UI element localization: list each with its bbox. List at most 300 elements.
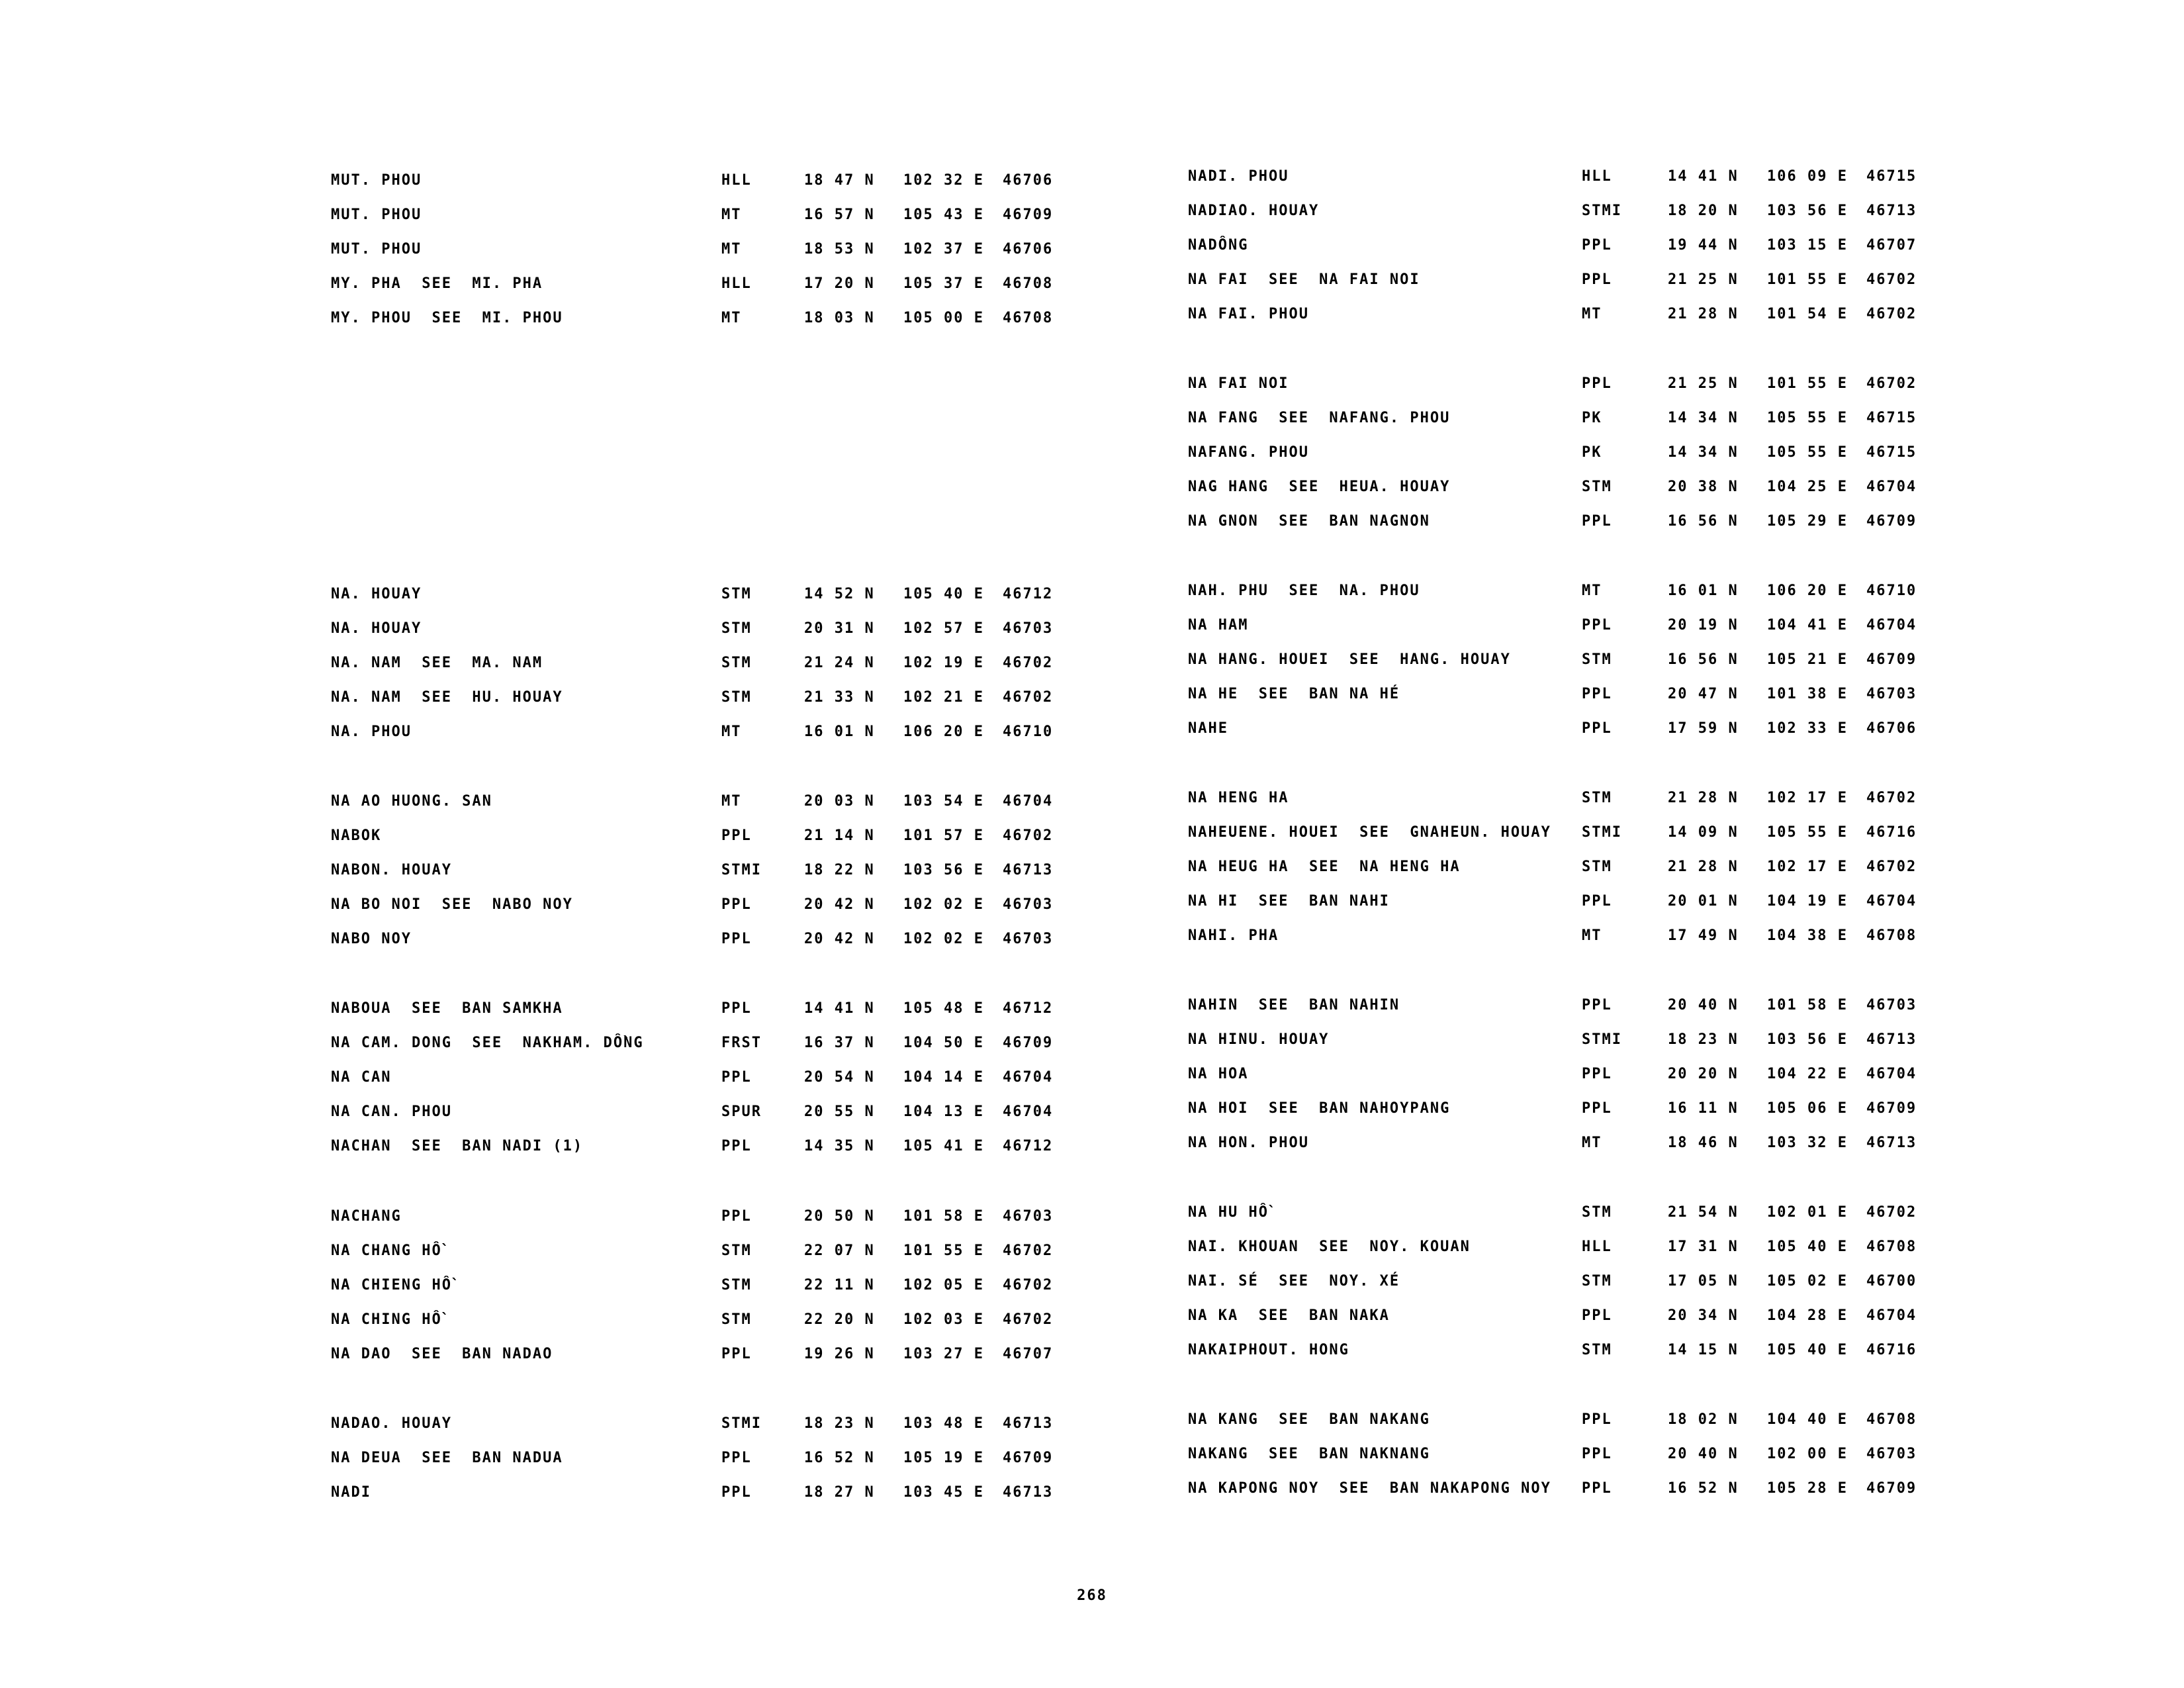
sheet-number: 46713 [1866,1135,1917,1151]
longitude: 102 17 E [1767,859,1848,875]
sheet-number: 46708 [1866,927,1917,944]
gazetteer-entry [0,1276,1054,1302]
latitude: 16 01 N [1668,583,1739,599]
feature-code: STM [721,620,752,637]
longitude: 104 38 E [1767,927,1848,944]
latitude: 22 07 N [804,1243,875,1259]
feature-code: PK [1582,410,1602,426]
feature-code: MT [721,793,742,810]
gazetteer-entry [860,926,1917,953]
longitude: 103 32 E [1767,1135,1848,1151]
gazetteer-entry [0,792,1054,818]
feature-code: STM [1582,790,1612,806]
gazetteer-entry [0,861,1054,887]
longitude: 102 32 E [903,172,984,189]
sheet-number: 46706 [1003,241,1054,258]
longitude: 103 56 E [903,862,984,878]
longitude: 104 40 E [1767,1411,1848,1428]
latitude: 21 24 N [804,655,875,671]
gazetteer-entry [0,1483,1054,1509]
longitude: 105 06 E [1767,1100,1848,1117]
left-column [0,0,1054,1589]
sheet-number: 46715 [1866,410,1917,426]
sheet-number: 46709 [1866,513,1917,530]
latitude: 20 38 N [1668,479,1739,495]
latitude: 22 20 N [804,1311,875,1328]
place-name: NAHIN SEE BAN NAHIN [1188,997,1400,1013]
latitude: 20 42 N [804,931,875,947]
sheet-number: 46709 [1003,207,1054,223]
gazetteer-entry [0,619,1054,645]
latitude: 18 23 N [1668,1031,1739,1048]
gazetteer-entry [0,274,1054,301]
latitude: 20 47 N [1668,686,1739,702]
latitude: 20 31 N [804,620,875,637]
latitude: 16 52 N [804,1450,875,1466]
place-name: NA CAN. PHOU [331,1103,452,1120]
latitude: 14 15 N [1668,1342,1739,1358]
gazetteer-entry [0,653,1054,680]
place-name: NA HINU. HOUAY [1188,1031,1330,1048]
gazetteer-entry [860,1030,1917,1056]
place-name: NAH. PHU SEE NA. PHOU [1188,583,1420,599]
place-name: NA HI SEE BAN NAHI [1188,893,1390,910]
longitude: 105 55 E [1767,444,1848,461]
place-name: NABON. HOUAY [331,862,452,878]
longitude: 101 55 E [1767,271,1848,288]
longitude: 103 54 E [903,793,984,810]
latitude: 16 11 N [1668,1100,1739,1117]
latitude: 18 02 N [1668,1411,1739,1428]
latitude: 17 49 N [1668,927,1739,944]
feature-code: HLL [1582,1239,1612,1255]
place-name: NA CHIENG HỒ [331,1277,452,1293]
sheet-number: 46704 [1866,617,1917,633]
sheet-number: 46708 [1003,275,1054,292]
place-name: NABOK [331,827,382,844]
feature-code: STMI [721,1415,762,1432]
sheet-number: 46710 [1003,724,1054,740]
sheet-number: 46702 [1866,375,1917,392]
gazetteer-entry [860,1237,1917,1264]
longitude: 104 50 E [903,1035,984,1051]
longitude: 105 37 E [903,275,984,292]
place-name: MY. PHOU SEE MI. PHOU [331,310,563,326]
sheet-number: 46702 [1866,790,1917,806]
latitude: 17 20 N [804,275,875,292]
feature-code: MT [721,724,742,740]
place-name: NA. HOUAY [331,620,422,637]
gazetteer-entry [860,167,1917,193]
sheet-number: 46704 [1866,1307,1917,1324]
gazetteer-entry [860,996,1917,1022]
gazetteer-entry [860,201,1917,228]
latitude: 16 56 N [1668,513,1739,530]
place-name: NA HAM [1188,617,1249,633]
latitude: 14 34 N [1668,410,1739,426]
place-name: NABO NOY [331,931,412,947]
place-name: NA KANG SEE BAN NAKANG [1188,1411,1430,1428]
feature-code: PPL [1582,1100,1612,1117]
sheet-number: 46704 [1866,479,1917,495]
sheet-number: 46712 [1003,1138,1054,1154]
gazetteer-entry [860,823,1917,849]
latitude: 20 01 N [1668,893,1739,910]
sheet-number: 46704 [1003,1103,1054,1120]
gazetteer-entry [860,443,1917,469]
feature-code: STM [721,1311,752,1328]
place-name: NA HANG. HOUEI SEE HANG. HOUAY [1188,651,1511,668]
sheet-number: 46706 [1866,720,1917,737]
place-name: NAKANG SEE BAN NAKNANG [1188,1446,1430,1462]
latitude: 20 20 N [1668,1066,1739,1082]
longitude: 105 40 E [1767,1239,1848,1255]
place-name: NA FANG SEE NAFANG. PHOU [1188,410,1451,426]
longitude: 104 25 E [1767,479,1848,495]
longitude: 103 56 E [1767,1031,1848,1048]
place-name: NADAO. HOUAY [331,1415,452,1432]
feature-code: PPL [721,1138,752,1154]
latitude: 16 52 N [1668,1480,1739,1497]
feature-code: PPL [721,1069,752,1086]
place-name: NA CHING HỒ [331,1311,442,1328]
feature-code: PPL [1582,513,1612,530]
gazetteer-entry [0,1207,1054,1233]
feature-code: MT [1582,583,1602,599]
latitude: 14 52 N [804,586,875,602]
place-name: NA DAO SEE BAN NADAO [331,1346,553,1362]
longitude: 102 17 E [1767,790,1848,806]
place-name: NACHAN SEE BAN NADI (1) [331,1138,584,1154]
gazetteer-entry [860,305,1917,331]
right-column [860,0,1917,1589]
longitude: 101 38 E [1767,686,1848,702]
feature-code: HLL [721,172,752,189]
sheet-number: 46702 [1866,306,1917,322]
latitude: 14 35 N [804,1138,875,1154]
latitude: 20 34 N [1668,1307,1739,1324]
latitude: 22 11 N [804,1277,875,1293]
place-name: NAFANG. PHOU [1188,444,1309,461]
latitude: 14 34 N [1668,444,1739,461]
place-name: MUT. PHOU [331,207,422,223]
feature-code: PK [1582,444,1602,461]
place-name: MUT. PHOU [331,172,422,189]
gazetteer-entry [0,1448,1054,1475]
sheet-number: 46715 [1866,444,1917,461]
longitude: 105 21 E [1767,651,1848,668]
latitude: 18 03 N [804,310,875,326]
gazetteer-entry [860,1099,1917,1125]
longitude: 104 22 E [1767,1066,1848,1082]
place-name: NAHEUENE. HOUEI SEE GNAHEUN. HOUAY [1188,824,1551,841]
feature-code: PPL [721,1208,752,1225]
longitude: 103 45 E [903,1484,984,1501]
longitude: 104 14 E [903,1069,984,1086]
gazetteer-entry [0,171,1054,197]
latitude: 14 41 N [1668,168,1739,185]
latitude: 18 22 N [804,862,875,878]
sheet-number: 46709 [1866,651,1917,668]
sheet-number: 46715 [1866,168,1917,185]
place-name: NA HOA [1188,1066,1249,1082]
sheet-number: 46709 [1003,1035,1054,1051]
longitude: 102 37 E [903,241,984,258]
latitude: 18 53 N [804,241,875,258]
gazetteer-entry [0,688,1054,714]
place-name: NAHI. PHA [1188,927,1279,944]
latitude: 20 54 N [804,1069,875,1086]
place-name: NA FAI NOI [1188,375,1289,392]
latitude: 20 19 N [1668,617,1739,633]
longitude: 104 28 E [1767,1307,1848,1324]
latitude: 21 33 N [804,689,875,706]
feature-code: PPL [1582,1066,1612,1082]
place-name: NA. NAM SEE HU. HOUAY [331,689,563,706]
gazetteer-entry [860,581,1917,608]
longitude: 105 55 E [1767,824,1848,841]
longitude: 102 02 E [903,931,984,947]
gazetteer-entry [0,1068,1054,1094]
feature-code: PPL [1582,1480,1612,1497]
longitude: 104 41 E [1767,617,1848,633]
sheet-number: 46708 [1003,310,1054,326]
page-number: 268 [1077,1587,1107,1604]
place-name: NA HENG HA [1188,790,1289,806]
latitude: 20 40 N [1668,997,1739,1013]
feature-code: STM [1582,651,1612,668]
sheet-number: 46708 [1866,1411,1917,1428]
longitude: 105 55 E [1767,410,1848,426]
place-name: NA CAM. DONG SEE NAKHAM. DỒNG [331,1035,644,1051]
latitude: 17 59 N [1668,720,1739,737]
sheet-number: 46700 [1866,1273,1917,1289]
longitude: 104 13 E [903,1103,984,1120]
longitude: 105 00 E [903,310,984,326]
sheet-number: 46703 [1003,896,1054,913]
latitude: 21 28 N [1668,306,1739,322]
latitude: 14 41 N [804,1000,875,1017]
longitude: 101 58 E [903,1208,984,1225]
place-name: NA HOI SEE BAN NAHOYPANG [1188,1100,1451,1117]
sheet-number: 46712 [1003,586,1054,602]
feature-code: STMI [1582,203,1622,219]
sheet-number: 46702 [1003,1277,1054,1293]
place-name: NAI. SÉ SEE NOY. XÉ [1188,1273,1400,1289]
sheet-number: 46713 [1003,1415,1054,1432]
gazetteer-entry [860,477,1917,504]
latitude: 20 40 N [1668,1446,1739,1462]
longitude: 106 20 E [903,724,984,740]
latitude: 18 46 N [1668,1135,1739,1151]
place-name: NA. PHOU [331,724,412,740]
place-name: NA FAI SEE NA FAI NOI [1188,271,1420,288]
latitude: 21 28 N [1668,859,1739,875]
feature-code: PPL [1582,1446,1612,1462]
gazetteer-entry [860,1479,1917,1505]
place-name: NA HU HỒ [1188,1204,1269,1221]
feature-code: HLL [721,275,752,292]
feature-code: PPL [1582,271,1612,288]
latitude: 20 50 N [804,1208,875,1225]
longitude: 106 09 E [1767,168,1848,185]
latitude: 21 28 N [1668,790,1739,806]
sheet-number: 46704 [1003,1069,1054,1086]
place-name: NAKAIPHOUT. HONG [1188,1342,1349,1358]
gazetteer-entry [0,895,1054,921]
longitude: 103 27 E [903,1346,984,1362]
sheet-number: 46703 [1866,1446,1917,1462]
place-name: NAI. KHOUAN SEE NOY. KOUAN [1188,1239,1471,1255]
place-name: NA HON. PHOU [1188,1135,1309,1151]
sheet-number: 46702 [1003,1243,1054,1259]
feature-code: MT [1582,1135,1602,1151]
place-name: NA HEUG HA SEE NA HENG HA [1188,859,1461,875]
gazetteer-entry [860,512,1917,538]
feature-code: MT [721,241,742,258]
gazetteer-entry [0,1241,1054,1268]
place-name: NA. NAM SEE MA. NAM [331,655,543,671]
sheet-number: 46713 [1003,862,1054,878]
sheet-number: 46710 [1866,583,1917,599]
feature-code: STM [1582,479,1612,495]
sheet-number: 46702 [1866,859,1917,875]
latitude: 21 54 N [1668,1204,1739,1221]
place-name: NA GNON SEE BAN NAGNON [1188,513,1430,530]
gazetteer-entry [0,722,1054,749]
sheet-number: 46703 [1003,931,1054,947]
feature-code: STM [721,655,752,671]
gazetteer-entry [860,857,1917,884]
gazetteer-entry [860,1272,1917,1298]
feature-code: PPL [721,1450,752,1466]
longitude: 101 54 E [1767,306,1848,322]
place-name: NA DEUA SEE BAN NADUA [331,1450,563,1466]
place-name: NADÔNG [1188,237,1249,254]
latitude: 16 57 N [804,207,875,223]
gazetteer-entry [860,270,1917,297]
longitude: 102 00 E [1767,1446,1848,1462]
place-name: NA. HOUAY [331,586,422,602]
gazetteer-entry [0,1102,1054,1129]
latitude: 21 14 N [804,827,875,844]
latitude: 20 55 N [804,1103,875,1120]
sheet-number: 46702 [1866,1204,1917,1221]
feature-code: MT [1582,306,1602,322]
gazetteer-entry [0,1310,1054,1336]
feature-code: PPL [1582,237,1612,254]
sheet-number: 46713 [1866,203,1917,219]
gazetteer-entry [860,650,1917,677]
sheet-number: 46712 [1003,1000,1054,1017]
longitude: 105 29 E [1767,513,1848,530]
longitude: 102 57 E [903,620,984,637]
sheet-number: 46709 [1866,1100,1917,1117]
sheet-number: 46704 [1866,1066,1917,1082]
gazetteer-entry [0,205,1054,232]
gazetteer-entry [860,1133,1917,1160]
gazetteer-entry [860,408,1917,435]
gazetteer-entry [860,1444,1917,1471]
longitude: 103 15 E [1767,237,1848,254]
longitude: 105 40 E [1767,1342,1848,1358]
latitude: 18 47 N [804,172,875,189]
latitude: 17 31 N [1668,1239,1739,1255]
longitude: 105 28 E [1767,1480,1848,1497]
gazetteer-entry [860,236,1917,262]
longitude: 102 05 E [903,1277,984,1293]
gazetteer-entry [860,684,1917,711]
latitude: 18 27 N [804,1484,875,1501]
latitude: 20 42 N [804,896,875,913]
latitude: 20 03 N [804,793,875,810]
place-name: NA CAN [331,1069,392,1086]
sheet-number: 46703 [1003,1208,1054,1225]
feature-code: PPL [721,896,752,913]
gazetteer-entry [860,616,1917,642]
place-name: NA BO NOI SEE NABO NOY [331,896,573,913]
gazetteer-entry [860,1340,1917,1367]
sheet-number: 46708 [1866,1239,1917,1255]
latitude: 16 37 N [804,1035,875,1051]
longitude: 102 19 E [903,655,984,671]
longitude: 103 48 E [903,1415,984,1432]
gazetteer-entry [0,585,1054,611]
gazetteer-entry [860,719,1917,745]
feature-code: STM [721,1243,752,1259]
place-name: NA KAPONG NOY SEE BAN NAKAPONG NOY [1188,1480,1551,1497]
place-name: NADI. PHOU [1188,168,1289,185]
sheet-number: 46703 [1003,620,1054,637]
gazetteer-entry [860,1203,1917,1229]
feature-code: FRST [721,1035,762,1051]
sheet-number: 46702 [1003,689,1054,706]
longitude: 102 33 E [1767,720,1848,737]
sheet-number: 46703 [1866,686,1917,702]
place-name: NADIAO. HOUAY [1188,203,1320,219]
longitude: 105 02 E [1767,1273,1848,1289]
gazetteer-entry [860,1064,1917,1091]
sheet-number: 46707 [1003,1346,1054,1362]
sheet-number: 46707 [1866,237,1917,254]
gazetteer-entry [860,892,1917,918]
feature-code: PPL [1582,1411,1612,1428]
longitude: 102 03 E [903,1311,984,1328]
latitude: 18 20 N [1668,203,1739,219]
gazetteer-entry [0,308,1054,335]
feature-code: PPL [1582,720,1612,737]
feature-code: HLL [1582,168,1612,185]
feature-code: PPL [721,1484,752,1501]
feature-code: STM [1582,1204,1612,1221]
feature-code: SPUR [721,1103,762,1120]
gazetteer-entry [0,1414,1054,1440]
longitude: 101 55 E [1767,375,1848,392]
place-name: NAG HANG SEE HEUA. HOUAY [1188,479,1451,495]
gazetteer-entry [0,826,1054,853]
feature-code: STMI [1582,824,1622,841]
feature-code: PPL [721,827,752,844]
place-name: MY. PHA SEE MI. PHA [331,275,543,292]
feature-code: STM [1582,1342,1612,1358]
feature-code: MT [721,310,742,326]
feature-code: STMI [721,862,762,878]
sheet-number: 46716 [1866,824,1917,841]
longitude: 105 40 E [903,586,984,602]
feature-code: MT [1582,927,1602,944]
sheet-number: 46716 [1866,1342,1917,1358]
gazetteer-entry [0,999,1054,1025]
